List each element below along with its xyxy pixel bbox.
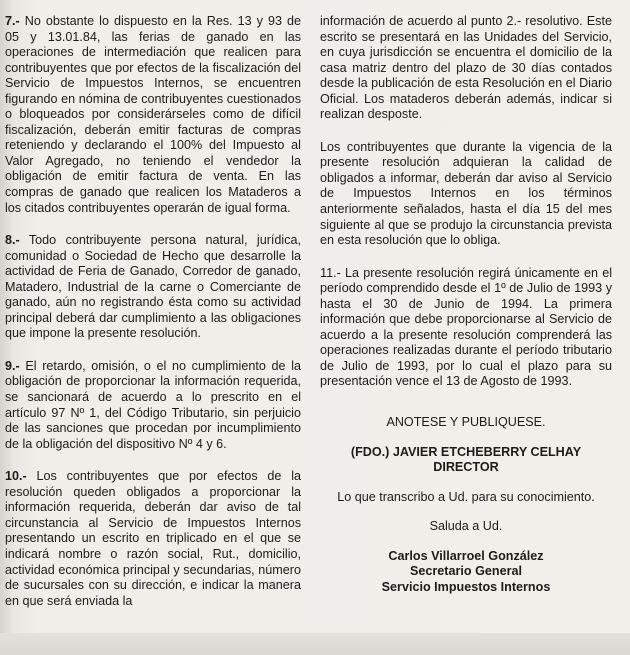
- article-8-number: 8.-: [5, 233, 20, 248]
- signer-title: Secretario General: [409, 564, 522, 579]
- article-10-text: Los contribuyentes que por efectos de la resolución queden obligados a proporcionar la información requerida, deberán dar aviso de tal circunstancia al Servicio de Impuestos Internos presentando un escrito en triplicado en el que se indicará nombre o razón social, Rut., domicilio, actividad económica principal y secundarias, número de sucursales con su dirección, e indicar la manera en que será enviada la: [5, 469, 301, 608]
- closing-formula: ANOTESE Y PUBLIQUESE.: [386, 415, 546, 430]
- article-11-text: La presente resolución regirá únicamente en el período comprendido desde el 1º de Julio de 1993 y hasta el 30 de Junio de 1994. La primera información que debe proporcionarse al Servicio de acuerdo a la presente resolución comprenderá las operaciones realizadas durante el período tributario de Julio de 1993, por lo cual el plazo para su presentación vence el 13 de Agosto de 1993.: [320, 265, 612, 389]
- article-9: [5, 359, 301, 452]
- article-11-number: 11.-: [320, 265, 341, 280]
- signer-office: Servicio Impuestos Internos: [381, 579, 551, 594]
- page-bottom-band: [0, 633, 630, 655]
- article-8-text: Todo contribuyente persona natural, jurídica, comunidad o Sociedad de Hecho que desarrolle la actividad de Feria de Ganado, Corredor de ganado, Matadero, Industrial de la carne o Comerciante de ganado, aún no registrando ésta como su actividad principal deberá dar cumplimiento a las obligaciones que impone la presente resolución.: [5, 233, 301, 341]
- greeting: Saluda a Ud.: [429, 519, 503, 534]
- article-7-number: 7.-: [5, 14, 20, 28]
- left-column: [5, 14, 301, 609]
- article-7-text: No obstante lo dispuesto en la Res. 13 y 93 de 05 y 13.01.84, las ferias de ganado en las operaciones de intermediación que realicen para contribuyentes que por efectos de la fiscalización del Servicio de Impuestos Internos, se encuentren figurando en nómina de contribuyentes cuestionados o bloqueados por considerárseles como de difícil fiscalización, deberán emitir facturas de compras reteniendo y declarando el 100% del Impuesto al Valor Agregado, no teniendo el vendedor la obligación de emitir factura de venta. En las compras de ganado que realicen los Mataderos a los citados contribuyentes operarán de igual forma.: [5, 14, 301, 215]
- article-8: [5, 233, 301, 342]
- article-11: [320, 266, 612, 390]
- transcription-note: Lo que transcribo a Ud. para su conocimiento.: [337, 489, 595, 504]
- right-column: [320, 14, 612, 595]
- article-9-text: El retardo, omisión, o el no cumplimiento de la obligación de proporcionar la información requerida, se sancionará de acuerdo a lo prescrito en el artículo 97 Nº 1, del Código Tributario, sin perjuicio de las sanciones que procedan por incumplimiento de la obligación del dispositivo Nº 4 y 6.: [5, 358, 301, 451]
- article-10-number: 10.-: [5, 469, 27, 484]
- notice-paragraph: Los contribuyentes que durante la vigencia de la presente resolución adquieran la calidad de obligados a informar, deberán dar aviso al Servicio de Impuestos Internos en los términos anteriormente señalados, hasta el día 15 del mes siguiente al que se produjo la circunstancia prevista en esta resolución que lo obliga.: [320, 139, 612, 248]
- director-signature-name: (FDO.) JAVIER ETCHEBERRY CELHAY: [350, 444, 582, 459]
- director-signature-title: DIRECTOR: [433, 460, 499, 475]
- article-7: [5, 14, 301, 216]
- signer-name: Carlos Villarroel González: [388, 548, 544, 563]
- article-10: [5, 469, 301, 609]
- article-10-continuation: información de acuerdo al punto 2.- resolutivo. Este escrito se presentará en las Unidades del Servicio, en cuya jurisdicción se encuentra el domicilio de la casa matriz dentro del plazo de 30 días contados desde la publicación de esta Resolución en el Diario Oficial. Los mataderos deberán además, indicar si realizan desposte.: [320, 14, 612, 122]
- article-9-number: 9.-: [5, 358, 20, 373]
